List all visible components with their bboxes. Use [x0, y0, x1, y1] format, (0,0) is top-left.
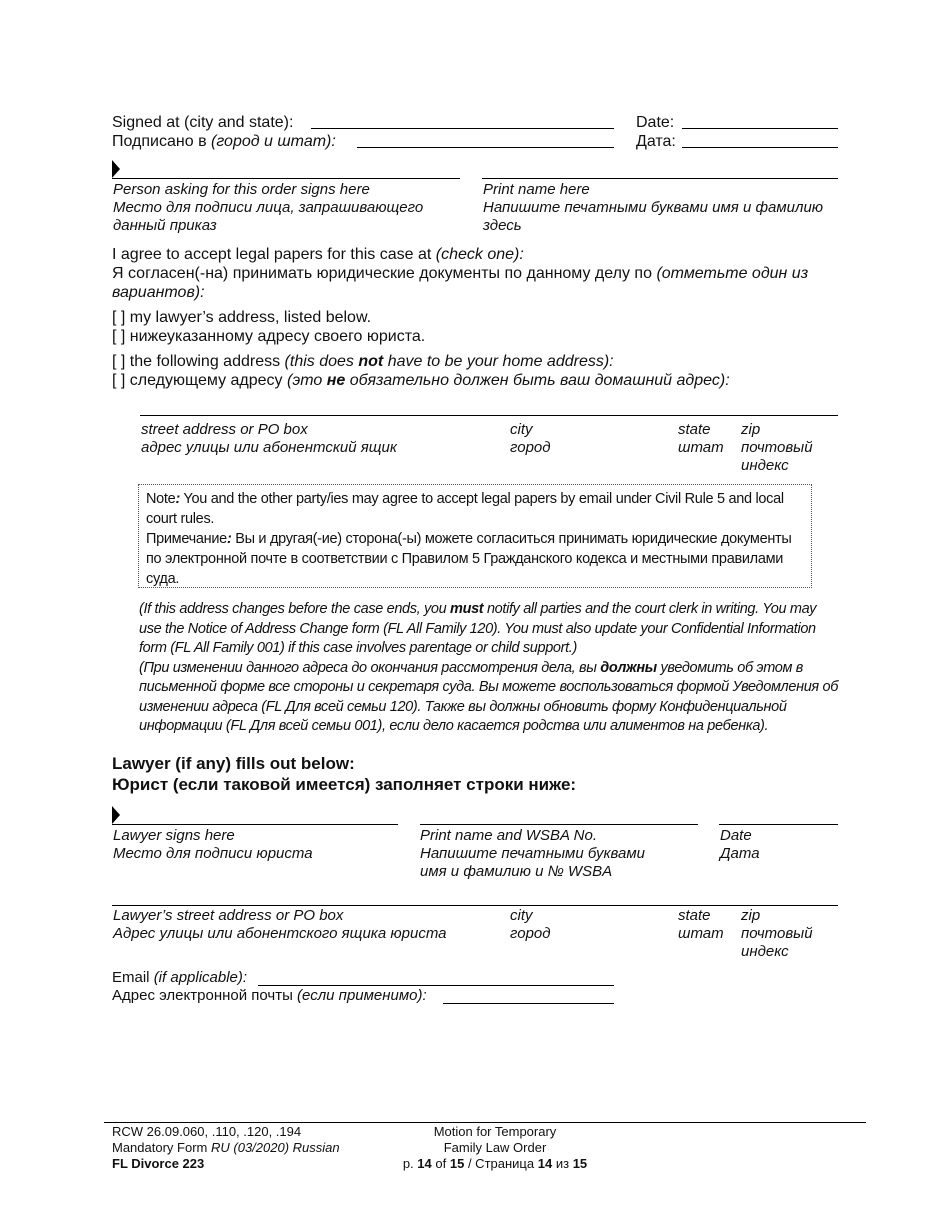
signed-at-line-ru[interactable]: [357, 147, 614, 148]
person-signs-label-ru: Место для подписи лица, запрашивающего данный приказ: [113, 199, 424, 234]
option-following-address-ru[interactable]: [ ] следующему адресу (это не обязательно должен быть ваш домашний адрес):: [112, 372, 730, 389]
date-line-ru[interactable]: [682, 147, 838, 148]
lawyer-date-label-en: Date: [720, 827, 752, 844]
signed-at-label-en: Signed at (city and state):: [112, 114, 294, 131]
lawyer-sign-arrow-icon: [112, 806, 120, 824]
person-signature-line[interactable]: [112, 178, 460, 179]
footer-mandatory-form: Mandatory Form RU (03/2020) Russian: [112, 1140, 340, 1155]
lawyer-address-line[interactable]: [112, 905, 838, 906]
lawyer-email-label-en: Email (if applicable):: [112, 969, 248, 986]
lawyer-print-label-ru-2: имя и фамилию и № WSBA: [420, 863, 613, 880]
address-change-notice: [139, 600, 839, 737]
city-label-ru: город: [510, 439, 551, 456]
address-line[interactable]: [140, 415, 838, 416]
footer-divider: [104, 1122, 866, 1123]
print-name-line[interactable]: [482, 178, 838, 179]
footer-rcw: RCW 26.09.060, .110, .120, .194: [112, 1124, 302, 1139]
signed-at-label-ru: Подписано в (город и штат):: [112, 133, 336, 150]
footer-title-1: Motion for Temporary: [433, 1124, 557, 1139]
lawyer-zip-label-ru-2: индекс: [741, 943, 789, 960]
state-label-en: state: [678, 421, 711, 438]
signed-at-line[interactable]: [311, 128, 614, 129]
note-en: Note: You and the other party/ies may agree to accept legal papers by email under Civil Rule 5 and local court rules.: [146, 491, 784, 527]
lawyer-street-label-en: Lawyer’s street address or PO box: [113, 907, 344, 924]
address-change-en: (If this address changes before the case ends, you must notify all parties and the court clerk in writing. You may use the Notice of Address Change form (FL All Family 120). You must also update your Confidential Information form (FL All Family 001) if this case involves parentage or child support.): [139, 601, 817, 656]
note-ru: Примечание: Вы и другая(-ие) сторона(-ы) можете согласиться принимать юридические документы по электронной почте в соответствии с Правилом 5 Гражданского кодекса и местными правилами суда.: [146, 531, 792, 587]
lawyer-zip-label-ru-1: почтовый: [741, 925, 813, 942]
address-change-ru: (При изменении данного адреса до окончания рассмотрения дела, вы должны уведомить об этом в письменной форме все стороны и секретаря суда. Вы можете воспользоваться формой Уведомления об изменении адреса (FL Для всей семьи 120). Также вы должны обновить форму Конфиденциальной информации (FL Для всей семьи 001), если дело касается родства или алиментов на ребенка).: [139, 659, 839, 734]
agree-text-en: I agree to accept legal papers for this case at (check one):: [112, 246, 524, 263]
date-line[interactable]: [682, 128, 838, 129]
sign-arrow-icon: [112, 160, 120, 178]
footer-title-2: Family Law Order: [443, 1140, 547, 1155]
lawyer-street-label-ru: Адрес улицы или абонентского ящика юриста: [113, 925, 447, 942]
footer-form-id: FL Divorce 223: [112, 1156, 205, 1171]
lawyer-signs-label-ru: Место для подписи юриста: [113, 845, 313, 862]
print-name-label-ru: Напишите печатными буквами имя и фамилию здесь: [483, 199, 824, 234]
option-lawyer-address-ru[interactable]: [ ] нижеуказанному адресу своего юриста.: [112, 328, 426, 345]
date-label-en: Date:: [636, 114, 675, 131]
lawyer-city-label-ru: город: [510, 925, 551, 942]
lawyer-date-label-ru: Дата: [720, 845, 760, 862]
print-name-label-en: Print name here: [483, 181, 590, 198]
lawyer-signature-line[interactable]: [112, 824, 398, 825]
lawyer-city-label-en: city: [510, 907, 533, 924]
lawyer-heading-ru: Юрист (если таковой имеется) заполняет строки ниже:: [112, 775, 577, 794]
street-label-ru: адрес улицы или абонентский ящик: [141, 439, 397, 456]
zip-label-ru-2: индекс: [741, 457, 789, 474]
lawyer-print-label-ru-1: Напишите печатными буквами: [420, 845, 645, 862]
lawyer-signs-label-en: Lawyer signs here: [113, 827, 235, 844]
lawyer-print-label-en: Print name and WSBA No.: [420, 827, 598, 844]
lawyer-state-label-en: state: [678, 907, 711, 924]
zip-label-en: zip: [741, 421, 761, 438]
option-following-address[interactable]: [ ] the following address (this does not have to be your home address):: [112, 353, 614, 370]
email-note-box: [138, 484, 812, 588]
person-signs-label-en: Person asking for this order signs here: [113, 181, 370, 198]
zip-label-ru-1: почтовый: [741, 439, 813, 456]
lawyer-email-line[interactable]: [258, 985, 614, 986]
date-label-ru: Дата:: [636, 133, 676, 150]
footer-page-number: p. 14 of 15 / Страница 14 из 15: [402, 1156, 588, 1171]
option-lawyer-address[interactable]: [ ] my lawyer’s address, listed below.: [112, 309, 372, 326]
agree-text-ru: Я согласен(-на) принимать юридические документы по данному делу по (отметьте один из вариантов):: [112, 265, 809, 301]
lawyer-date-line[interactable]: [719, 824, 838, 825]
lawyer-email-line-ru[interactable]: [443, 1003, 614, 1004]
state-label-ru: штат: [678, 439, 724, 456]
lawyer-state-label-ru: штат: [678, 925, 724, 942]
street-label-en: street address or PO box: [141, 421, 308, 438]
lawyer-zip-label-en: zip: [741, 907, 761, 924]
lawyer-heading-en: Lawyer (if any) fills out below:: [112, 754, 355, 773]
lawyer-email-label-ru: Адрес электронной почты (если применимо):: [112, 987, 427, 1004]
lawyer-print-name-line[interactable]: [420, 824, 698, 825]
city-label-en: city: [510, 421, 533, 438]
